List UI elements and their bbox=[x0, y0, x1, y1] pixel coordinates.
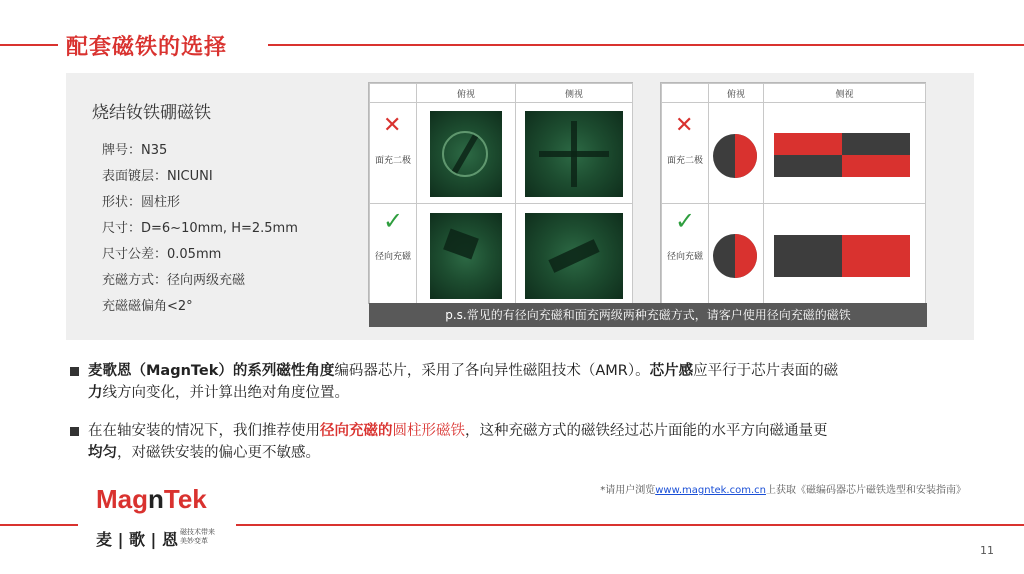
bullet-highlight: 径向充磁的 bbox=[320, 423, 393, 439]
footer-rule-right bbox=[236, 524, 1024, 526]
bullet-square-icon bbox=[70, 427, 79, 436]
footer-rule-left bbox=[0, 524, 78, 526]
spec-line: 尺寸公差：0.05mm bbox=[102, 247, 222, 262]
spec-line: 充磁方式：径向两级充磁 bbox=[102, 273, 246, 288]
magnetic-field-photo-face-top bbox=[430, 111, 502, 197]
diagram-header-side-view: 侧视 bbox=[835, 90, 854, 100]
header-rule-left bbox=[0, 44, 58, 46]
spec-line: 充磁磁偏角<2° bbox=[102, 299, 193, 314]
magnetization-note: p.s.常见的有径向充磁和面充两级两种充磁方式，请客户使用径向充磁的磁铁 bbox=[369, 303, 927, 327]
bullet-highlight: 圆柱形磁铁 bbox=[392, 423, 465, 439]
face-pole-side-diagram bbox=[774, 133, 910, 177]
spec-line: 牌号：N35 bbox=[102, 143, 168, 158]
bullet-text: 线方向变化，并计算出绝对角度位置。 bbox=[102, 385, 349, 401]
magnetic-field-photo-radial-top bbox=[430, 213, 502, 299]
logo-text: Tek bbox=[163, 484, 207, 514]
bullet-text: 力 bbox=[88, 385, 103, 401]
logo-chinese-name: 麦 | 歌 | 恩 bbox=[96, 530, 178, 549]
logo-slogan-line: 美妙变革 bbox=[180, 537, 208, 545]
header-rule-right bbox=[268, 44, 1024, 46]
spec-line: 表面镀层：NICUNI bbox=[102, 169, 213, 184]
magnetic-field-photo-face-side bbox=[525, 111, 623, 197]
radial-pole-top-diagram bbox=[712, 233, 758, 279]
reject-icon: ✕ bbox=[383, 113, 402, 138]
row-label-face-two-pole: 面充二极 bbox=[666, 156, 703, 166]
accept-icon: ✓ bbox=[383, 207, 404, 235]
logo-slogan-line: 磁技术带来 bbox=[180, 528, 215, 536]
footnote-suffix: 上获取《磁编码器芯片磁铁选型和安装指南》 bbox=[766, 485, 966, 496]
bullet-square-icon bbox=[70, 367, 79, 376]
spec-line: 尺寸：D=6~10mm, H=2.5mm bbox=[102, 221, 298, 236]
bullet-text: 在在轴安装的情况下，我们推荐使用 bbox=[88, 423, 320, 439]
spec-list bbox=[102, 138, 298, 320]
accept-icon: ✓ bbox=[675, 207, 696, 235]
logo-slogan bbox=[180, 528, 215, 546]
radial-pole-side-diagram bbox=[774, 235, 910, 277]
bullet-text: 应平行于芯片表面的磁 bbox=[693, 363, 839, 379]
magnetization-diagram-table bbox=[660, 82, 926, 304]
bullet-text: ，这种充磁方式的磁铁经过芯片面能的水平方向磁通量更 bbox=[465, 423, 828, 439]
face-pole-top-diagram bbox=[712, 133, 758, 179]
magnetic-field-photo-radial-side bbox=[525, 213, 623, 299]
photo-header-top-view: 俯视 bbox=[456, 90, 475, 100]
logo-text: Mag bbox=[96, 484, 148, 514]
page-title: 配套磁铁的选择 bbox=[66, 35, 228, 60]
spec-heading: 烧结钕铁硼磁铁 bbox=[92, 103, 211, 123]
bullet-text: ，对磁铁安装的偏心更不敏感。 bbox=[117, 445, 320, 461]
reject-icon: ✕ bbox=[675, 113, 694, 138]
page-number: 11 bbox=[980, 544, 994, 557]
row-label-face-two-pole: 面充二极 bbox=[374, 156, 411, 166]
photo-header-side-view: 侧视 bbox=[564, 90, 583, 100]
diagram-header-top-view: 俯视 bbox=[726, 90, 745, 100]
bullet-text: 均匀 bbox=[88, 445, 117, 461]
row-label-radial: 径向充磁 bbox=[374, 252, 411, 262]
photo-comparison-table bbox=[368, 82, 633, 304]
bullet-sensor-tech bbox=[70, 360, 960, 404]
magntek-website-link[interactable]: www.magntek.com.cn bbox=[655, 485, 766, 496]
spec-line: 形状：圆柱形 bbox=[102, 195, 181, 210]
footnote bbox=[600, 481, 966, 496]
bullet-on-axis-recommendation bbox=[70, 420, 960, 464]
row-label-radial: 径向充磁 bbox=[666, 252, 703, 262]
magntek-logo bbox=[96, 484, 207, 515]
bullet-text: 麦歌恩（MagnTek）的系列磁性角度 bbox=[88, 363, 335, 379]
footnote-prefix: *请用户浏览 bbox=[600, 485, 656, 496]
logo-text: n bbox=[148, 484, 164, 514]
bullet-text: 芯片感 bbox=[649, 363, 694, 379]
bullet-text: 编码器芯片，采用了各向异性磁阻技术（AMR）。 bbox=[334, 363, 650, 379]
